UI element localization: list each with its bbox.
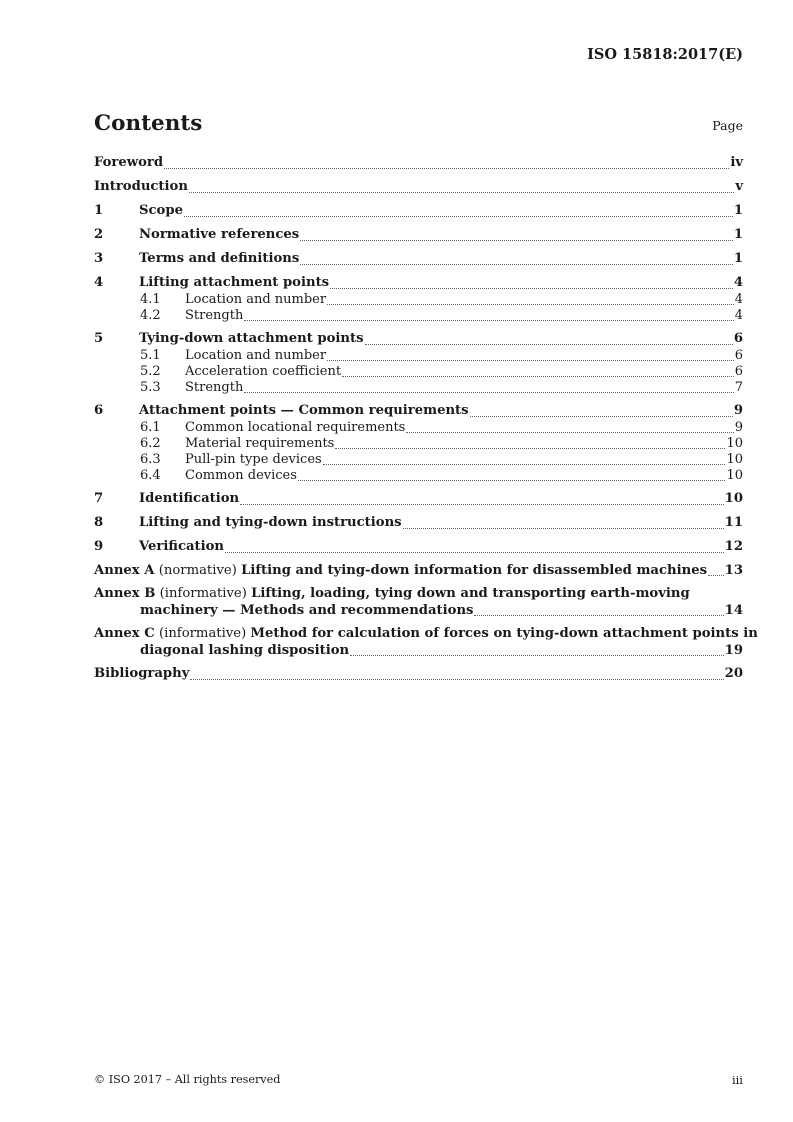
dot-leader <box>323 463 726 465</box>
toc-entry-number: 7 <box>94 491 104 506</box>
toc-entry-number: 9 <box>94 539 104 554</box>
toc-subentry[interactable] <box>94 468 743 484</box>
annex-title: Method for calculation of forces on tying-down attachment points in <box>250 626 758 641</box>
annex-title-continued: diagonal lashing disposition <box>140 643 350 658</box>
dot-leader <box>350 654 724 656</box>
copyright-notice: © ISO 2017 – All rights reserved <box>94 1073 281 1086</box>
dot-leader <box>164 167 729 169</box>
toc-entry-page: v <box>735 179 743 194</box>
toc-subentry-title: Common devices <box>185 468 297 483</box>
toc-entry-title: Normative references <box>139 227 300 242</box>
toc-subentry-number: 5.1 <box>140 348 161 363</box>
toc-subentry[interactable] <box>94 420 743 436</box>
toc-entry-title: Tying-down attachment points <box>139 331 364 346</box>
toc-entry[interactable] <box>94 154 743 172</box>
annex-title: Lifting and tying-down information for disassembled machines <box>241 563 708 578</box>
toc-entry[interactable] <box>94 514 743 532</box>
toc-entry[interactable] <box>94 274 743 292</box>
bibliography-title: Bibliography <box>94 666 190 681</box>
toc-entry-page: 1 <box>733 227 743 242</box>
toc-subentry-number: 6.1 <box>140 420 161 435</box>
dot-leader <box>335 447 725 449</box>
toc-entry-title: Lifting and tying-down instructions <box>139 515 402 530</box>
annex-heading <box>94 585 690 602</box>
dot-leader <box>330 287 733 289</box>
toc-entry-page: 9 <box>733 403 743 418</box>
toc-subentry-title: Location and number <box>185 292 327 307</box>
toc-entry-page: 1 <box>733 203 743 218</box>
toc-subentry-title: Common locational requirements <box>185 420 406 435</box>
dot-leader <box>190 678 723 680</box>
toc-entry-page: 6 <box>733 331 743 346</box>
annex-page: 14 <box>724 603 743 618</box>
annex-line <box>94 642 743 659</box>
annex-line <box>94 585 743 602</box>
dot-leader <box>225 551 724 553</box>
dot-leader <box>406 431 733 433</box>
toc-entry-page: 10 <box>724 491 743 506</box>
toc-subentry-number: 5.3 <box>140 380 161 395</box>
toc-entry-number: 8 <box>94 515 104 530</box>
annex-kind: (informative) <box>159 586 247 601</box>
annex-kind: (normative) <box>158 563 237 578</box>
toc-subentry-number: 5.2 <box>140 364 161 379</box>
dot-leader <box>365 343 733 345</box>
toc-entry-title: Foreword <box>94 155 164 170</box>
toc-entry[interactable] <box>94 178 743 196</box>
page-title: Contents <box>94 111 203 136</box>
toc-entry-page: 12 <box>724 539 743 554</box>
document-id: ISO 15818:2017(E) <box>587 46 743 63</box>
toc-entry[interactable] <box>94 330 743 348</box>
toc-subentry-number: 4.1 <box>140 292 161 307</box>
dot-leader <box>300 263 733 265</box>
toc-subentry-page: 7 <box>734 380 743 395</box>
toc-entry-title: Attachment points — Common requirements <box>139 403 469 418</box>
toc-subentry-page: 9 <box>734 420 743 435</box>
annex-title-continued: machinery — Methods and recommendations <box>140 603 474 618</box>
dot-leader <box>244 391 733 393</box>
toc-subentry-page: 4 <box>734 292 743 307</box>
annex-line <box>94 625 758 642</box>
toc-subentry-page: 6 <box>734 348 743 363</box>
dot-leader <box>474 614 723 616</box>
toc-entry-title: Introduction <box>94 179 188 194</box>
toc-subentry[interactable] <box>94 292 743 308</box>
toc-entry[interactable] <box>94 202 743 220</box>
annex-entry[interactable] <box>94 585 743 619</box>
toc-subentry[interactable] <box>94 380 743 396</box>
toc-entry[interactable] <box>94 226 743 244</box>
toc-entry[interactable] <box>94 250 743 268</box>
toc-entry[interactable] <box>94 402 743 420</box>
toc-subentry-title: Pull-pin type devices <box>185 452 322 467</box>
toc-entry-title: Lifting attachment points <box>139 275 330 290</box>
toc-entry-title: Identification <box>139 491 240 506</box>
dot-leader <box>403 527 724 529</box>
toc-entry[interactable] <box>94 490 743 508</box>
annex-heading <box>94 562 707 579</box>
annex-line <box>94 562 743 579</box>
toc-entry[interactable] <box>94 538 743 556</box>
annex-entry[interactable] <box>94 562 743 579</box>
toc-entry-number: 1 <box>94 203 104 218</box>
toc-subentry-number: 6.2 <box>140 436 161 451</box>
annex-title: Lifting, loading, tying down and transporting earth-moving <box>251 586 690 601</box>
toc-entry-page: 11 <box>724 515 743 530</box>
toc-subentry[interactable] <box>94 364 743 380</box>
page-column-label: Page <box>712 118 743 133</box>
dot-leader <box>244 319 733 321</box>
annex-page: 19 <box>724 643 743 658</box>
dot-leader <box>298 479 726 481</box>
dot-leader <box>327 303 734 305</box>
page-number: iii <box>731 1073 743 1087</box>
annex-label: Annex C <box>94 626 155 641</box>
dot-leader <box>184 215 733 217</box>
toc-entry-number: 3 <box>94 251 104 266</box>
toc-subentry[interactable] <box>94 436 743 452</box>
toc-subentry-page: 4 <box>734 308 743 323</box>
annex-page: 13 <box>724 563 743 578</box>
toc-subentry-page: 10 <box>726 436 743 451</box>
annex-line <box>94 602 743 619</box>
toc-entry-page: iv <box>730 155 743 170</box>
toc-entry-page: 4 <box>733 275 743 290</box>
toc-entry-number: 4 <box>94 275 104 290</box>
toc-subentry-title: Location and number <box>185 348 327 363</box>
dot-leader <box>240 503 724 505</box>
toc-entry-title: Scope <box>139 203 183 218</box>
toc-entry-number: 2 <box>94 227 104 242</box>
annex-heading <box>94 625 758 642</box>
toc-subentry-number: 4.2 <box>140 308 161 323</box>
toc-entry-title: Verification <box>139 539 225 554</box>
bibliography-entry[interactable] <box>94 665 743 683</box>
toc-subentry-title: Strength <box>185 308 244 323</box>
table-of-contents <box>94 154 758 683</box>
dot-leader <box>708 574 724 576</box>
dot-leader <box>470 415 733 417</box>
toc-subentry-title: Material requirements <box>185 436 335 451</box>
dot-leader <box>300 239 733 241</box>
toc-subentry-page: 10 <box>726 468 743 483</box>
annex-label: Annex B <box>94 586 156 601</box>
toc-subentry-page: 6 <box>734 364 743 379</box>
dot-leader <box>342 375 734 377</box>
toc-subentry-title: Strength <box>185 380 244 395</box>
toc-subentry[interactable] <box>94 348 743 364</box>
dot-leader <box>189 191 734 193</box>
toc-entry-title: Terms and definitions <box>139 251 300 266</box>
toc-subentry-page: 10 <box>726 452 743 467</box>
toc-subentry[interactable] <box>94 308 743 324</box>
toc-entry-page: 1 <box>733 251 743 266</box>
annex-entry[interactable] <box>94 625 758 659</box>
annex-label: Annex A <box>94 563 155 578</box>
toc-subentry[interactable] <box>94 452 743 468</box>
toc-subentry-title: Acceleration coefficient <box>185 364 342 379</box>
bibliography-page: 20 <box>724 666 743 681</box>
toc-subentry-number: 6.3 <box>140 452 161 467</box>
toc-entry-number: 5 <box>94 331 104 346</box>
dot-leader <box>327 359 734 361</box>
toc-subentry-number: 6.4 <box>140 468 161 483</box>
annex-kind: (informative) <box>158 626 247 641</box>
toc-entry-number: 6 <box>94 403 104 418</box>
